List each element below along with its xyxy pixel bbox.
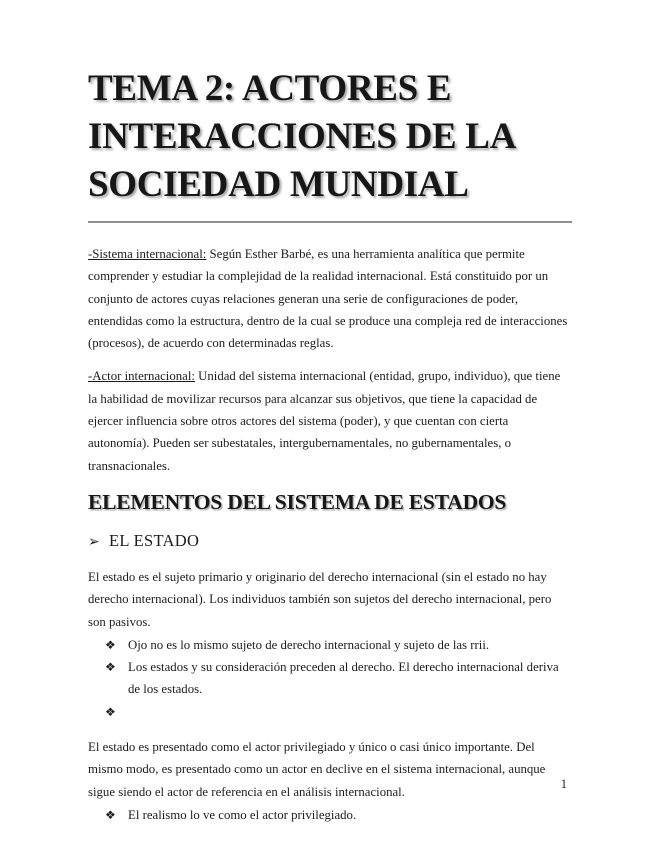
- list-item-text: [128, 701, 572, 723]
- arrow-bullet-icon: ➢: [88, 534, 101, 550]
- page-number: 1: [560, 777, 567, 791]
- list-item: [105, 634, 572, 656]
- diamond-bullet-icon: ❖: [105, 637, 116, 652]
- list-item: [105, 656, 572, 701]
- title-divider: [88, 221, 572, 223]
- document-title: TEMA 2: ACTORES E INTERACCIONES DE LA SOCIEDAD MUNDIAL: [88, 68, 515, 205]
- paragraph-actor-privilegiado: El estado es presentado como el actor privilegiado y único o casi único importante. Del mismo modo, es presentado como un actor en declive en el sistema internacional, aunque sigue siendo el actor de referencia en el análisis internacional.: [88, 740, 546, 799]
- diamond-bullet-icon: ❖: [105, 704, 116, 719]
- definition-actor-internacional: [88, 365, 572, 476]
- term-actor-internacional: -Actor internacional:: [88, 369, 195, 384]
- list-item-text: Los estados y su consideración preceden al derecho. El derecho internacional deriva de los estados.: [128, 660, 559, 697]
- diamond-bullet-icon: ❖: [105, 807, 116, 822]
- definition-sistema-internacional: [88, 243, 572, 354]
- list-item: [105, 804, 572, 826]
- list-item-text: El realismo lo ve como el actor privilegiado.: [128, 807, 357, 822]
- diamond-bullet-icon: ❖: [105, 660, 116, 675]
- bullet-list-estado: [88, 634, 572, 723]
- bullet-list-realismo: [88, 804, 572, 826]
- definition-sistema-text: Según Esther Barbé, es una herramienta analítica que permite comprender y estudiar la complejidad de la realidad internacional. Está constituido por un conjunto de actores cuyas relaciones generan una serie de configuraciones de poder, entendidas como la estructura, dentro de la cual se produce una compleja red de interacciones (procesos), de acuerdo con determinadas reglas.: [88, 247, 568, 351]
- list-item: [105, 701, 572, 723]
- subheading-el-estado: [88, 530, 572, 553]
- section-heading: ELEMENTOS DEL SISTEMA DE ESTADOS: [88, 489, 507, 514]
- paragraph-estado-sujeto: El estado es el sujeto primario y originario del derecho internacional (sin el estado no hay derecho internacional). Los individuos también son sujetos del derecho internacional, pero son pasivos.: [88, 569, 552, 629]
- term-sistema-internacional: -Sistema internacional:: [88, 247, 207, 261]
- definition-actor-text: Unidad del sistema internacional (entidad, grupo, individuo), que tiene la habilidad de movilizar recursos para alcanzar sus objetivos, que tiene la capacidad de ejercer influencia sobre otros actores del sistema (poder), y que cuentan con cierta autonomía). Pueden ser subestatales, intergubernamentales, no gubernamentales, o transnacionales.: [88, 369, 561, 473]
- list-item-text: Ojo no es lo mismo sujeto de derecho internacional y sujeto de las rrii.: [128, 637, 490, 652]
- subheading-label: EL ESTADO: [109, 530, 200, 550]
